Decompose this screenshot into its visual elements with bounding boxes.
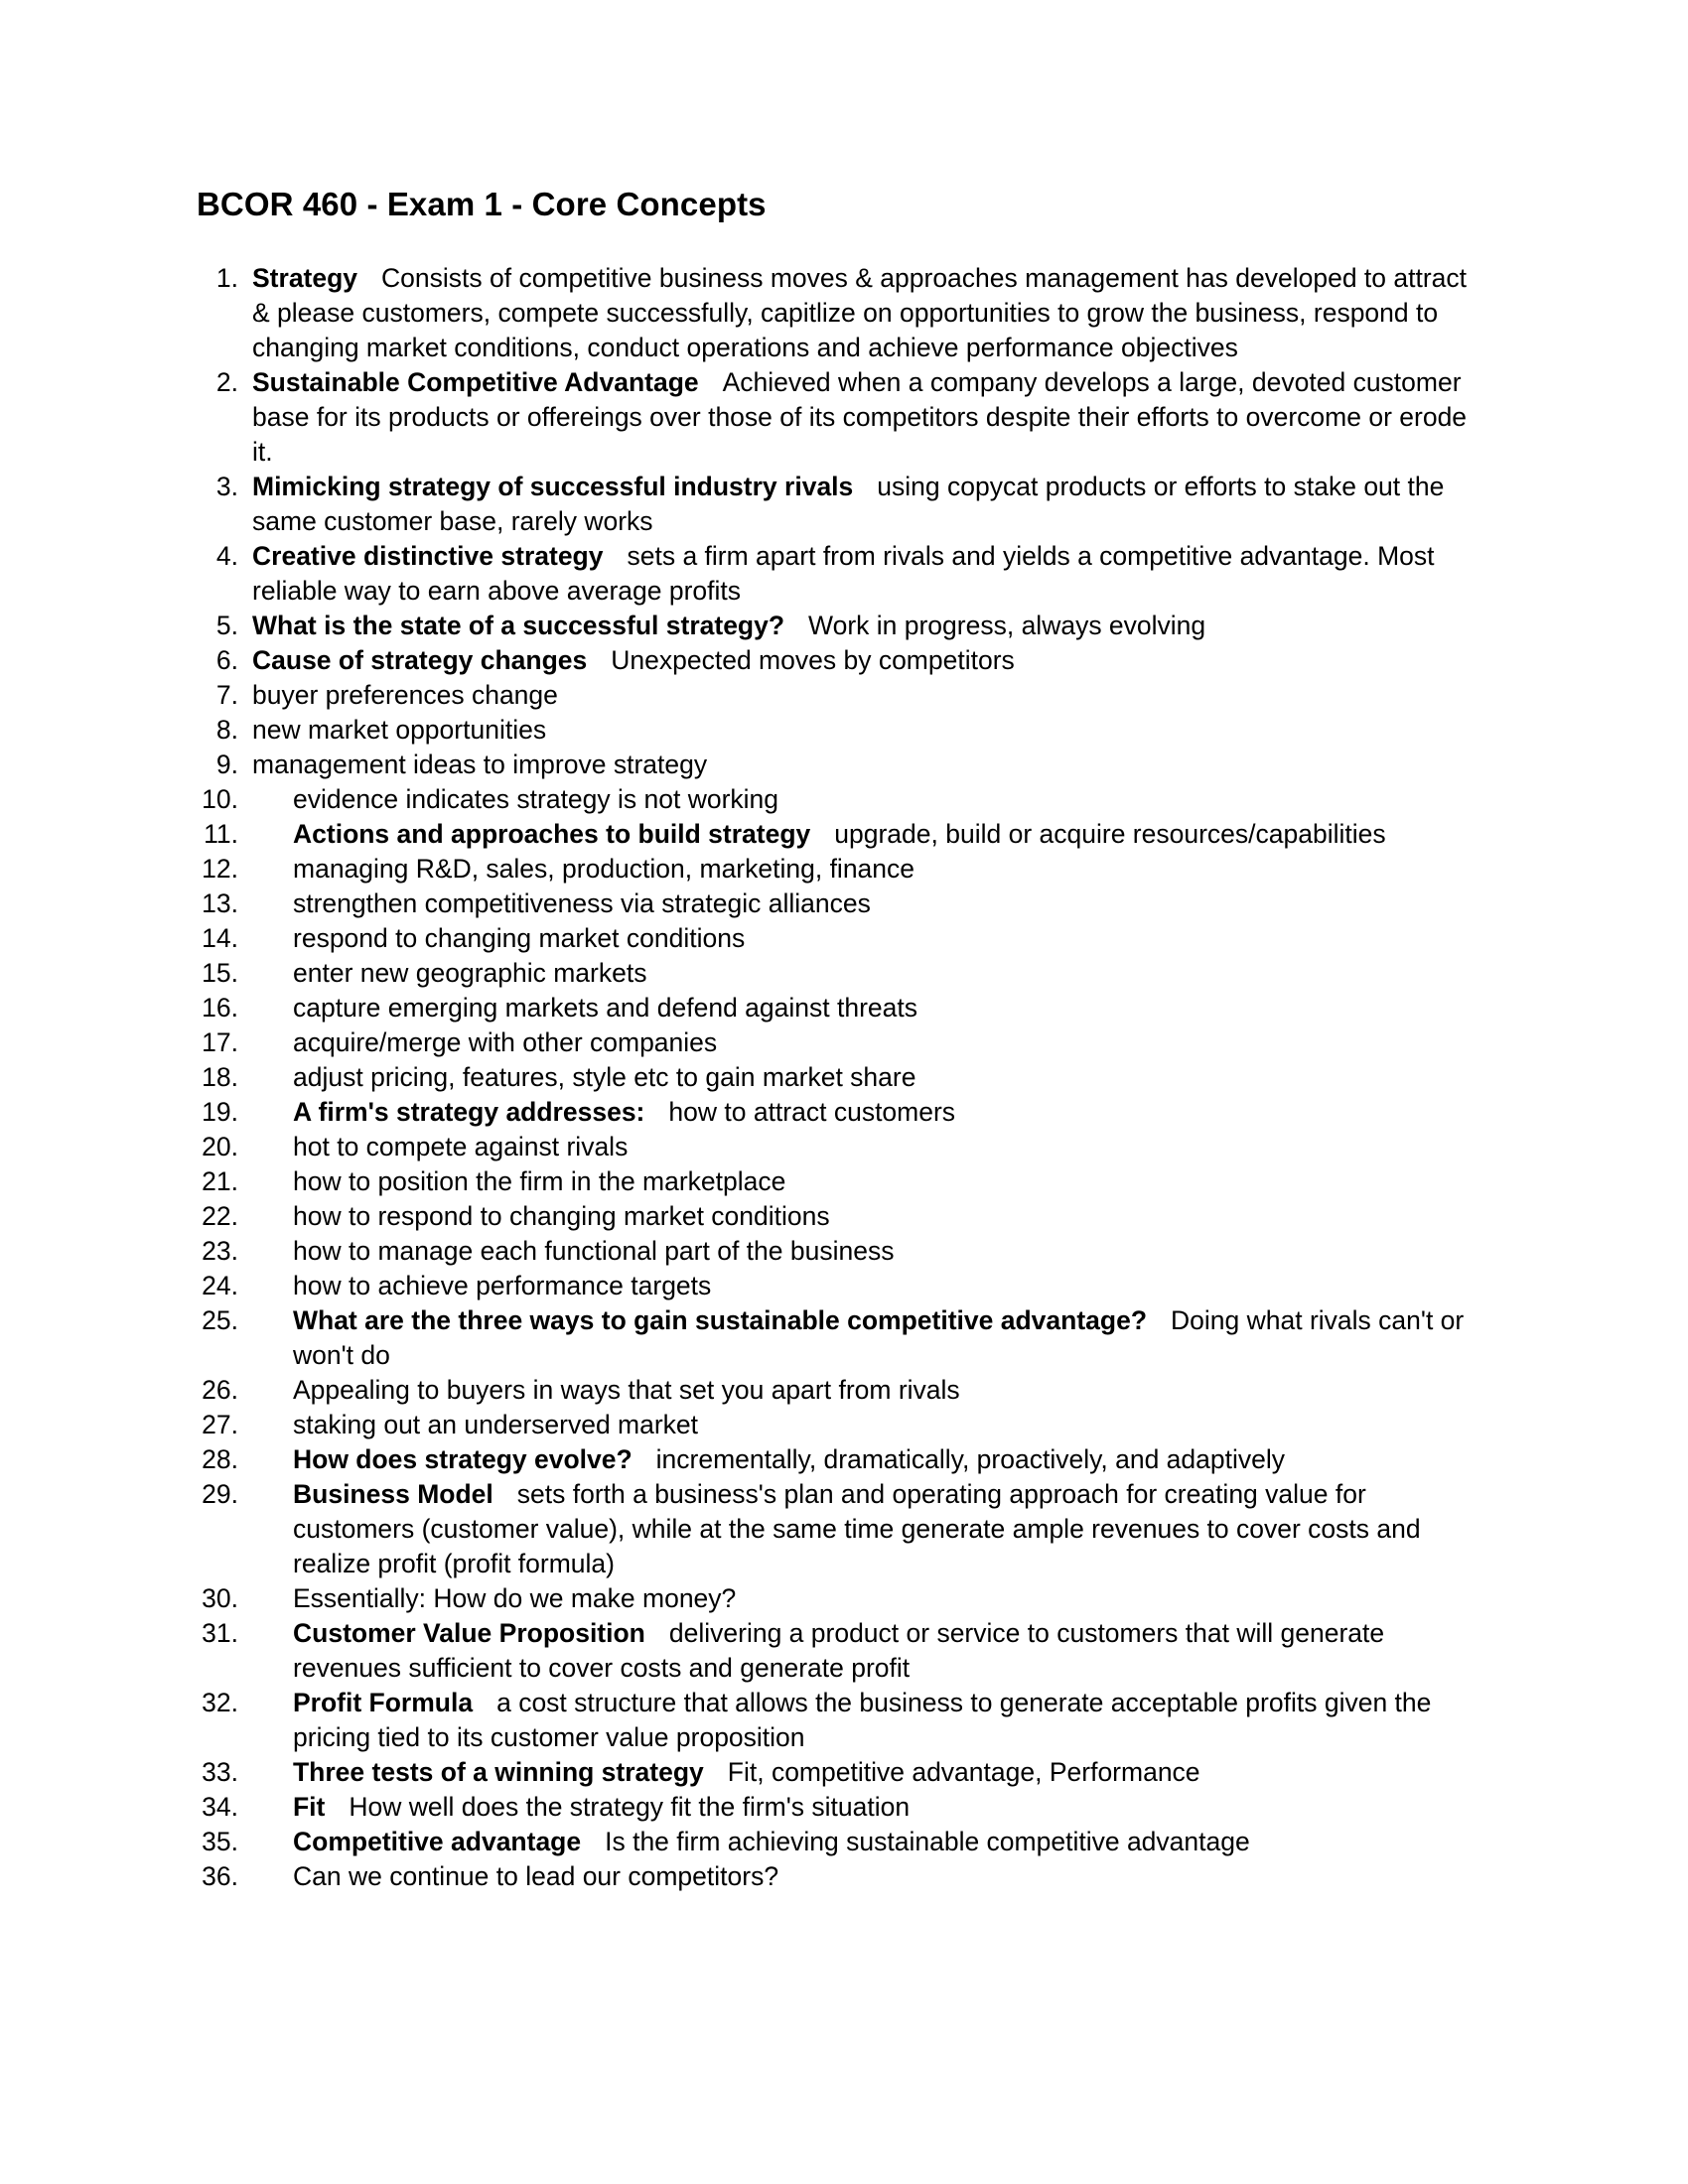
list-item xyxy=(195,643,1485,678)
list-item-number: 21. xyxy=(202,1166,238,1196)
list-item-number: 16. xyxy=(202,993,238,1023)
list-item-number: 8. xyxy=(215,715,238,745)
list-item xyxy=(195,1060,1485,1095)
list-item-number: 4. xyxy=(215,541,238,571)
concept-definition: enter new geographic markets xyxy=(293,958,647,988)
concept-definition: new market opportunities xyxy=(252,715,547,745)
concept-definition: Unexpected moves by competitors xyxy=(611,645,1015,675)
concept-term: Competitive advantage xyxy=(293,1827,582,1856)
concept-definition: Consists of competitive business moves & approaches management has developed to attract & please customers, compete successfully, capitlize on opportunities to grow the business, respond to changing market conditions, conduct operations and achieve performance objectives xyxy=(252,263,1468,362)
term-definition-gap xyxy=(810,817,834,852)
concept-term: Mimicking strategy of successful industry rivals xyxy=(252,472,854,501)
term-definition-gap xyxy=(784,609,808,643)
term-definition-gap xyxy=(587,643,611,678)
list-item xyxy=(195,1442,1485,1477)
list-item xyxy=(195,991,1485,1025)
term-definition-gap xyxy=(473,1686,496,1720)
list-item xyxy=(195,470,1485,539)
concept-term: Profit Formula xyxy=(293,1688,474,1717)
term-definition-gap xyxy=(644,1095,668,1130)
list-item xyxy=(195,1859,1485,1894)
list-item-number: 26. xyxy=(202,1375,238,1405)
concept-term: Three tests of a winning strategy xyxy=(293,1757,704,1787)
list-item xyxy=(195,1269,1485,1303)
list-item xyxy=(195,713,1485,748)
concept-term: Fit xyxy=(293,1792,326,1822)
list-item-number: 17. xyxy=(202,1027,238,1057)
list-item xyxy=(195,1686,1485,1755)
list-item-number: 24. xyxy=(202,1271,238,1300)
list-item xyxy=(195,1130,1485,1164)
list-item-number: 9. xyxy=(215,750,238,779)
concept-definition: adjust pricing, features, style etc to gain market share xyxy=(293,1062,916,1092)
list-item xyxy=(195,817,1485,852)
concept-definition: how to respond to changing market conditions xyxy=(293,1201,830,1231)
concept-term: Cause of strategy changes xyxy=(252,645,588,675)
concept-definition: delivering a product or service to customers that will generate revenues sufficient to cover costs and generate profit xyxy=(293,1618,1385,1683)
concept-definition: Work in progress, always evolving xyxy=(808,611,1206,640)
list-item-number: 12. xyxy=(202,854,238,884)
list-item-number: 20. xyxy=(202,1132,238,1161)
concept-term: A firm's strategy addresses: xyxy=(293,1097,645,1127)
list-item-number: 33. xyxy=(202,1757,238,1787)
concept-definition: how to attract customers xyxy=(668,1097,956,1127)
concept-definition: strengthen competitiveness via strategic alliances xyxy=(293,888,871,918)
concept-term: Business Model xyxy=(293,1479,493,1509)
list-item xyxy=(195,1164,1485,1199)
concept-definition: buyer preferences change xyxy=(252,680,558,710)
list-item-number: 27. xyxy=(202,1410,238,1439)
list-item-number: 13. xyxy=(202,888,238,918)
list-item xyxy=(195,1303,1485,1373)
list-item xyxy=(195,887,1485,921)
list-item-number: 31. xyxy=(202,1618,238,1648)
list-item-number: 19. xyxy=(202,1097,238,1127)
list-item xyxy=(195,1616,1485,1686)
list-item-number: 18. xyxy=(202,1062,238,1092)
list-item-number: 7. xyxy=(215,680,238,710)
list-item xyxy=(195,852,1485,887)
list-item-number: 10. xyxy=(202,784,238,814)
concept-definition: how to position the firm in the marketplace xyxy=(293,1166,786,1196)
list-item-number: 36. xyxy=(202,1861,238,1891)
concept-definition: how to manage each functional part of the business xyxy=(293,1236,895,1266)
concept-definition: using copycat products or efforts to stake out the same customer base, rarely works xyxy=(252,472,1445,536)
list-item xyxy=(195,748,1485,782)
concept-definition: respond to changing market conditions xyxy=(293,923,746,953)
concept-definition: upgrade, build or acquire resources/capabilities xyxy=(834,819,1386,849)
list-item xyxy=(195,1408,1485,1442)
concept-term: Creative distinctive strategy xyxy=(252,541,604,571)
term-definition-gap xyxy=(645,1616,669,1651)
list-item xyxy=(195,365,1485,470)
list-item-number: 15. xyxy=(202,958,238,988)
list-item xyxy=(195,1373,1485,1408)
list-item-number: 2. xyxy=(215,367,238,397)
concept-definition: Appealing to buyers in ways that set you apart from rivals xyxy=(293,1375,960,1405)
concept-term: How does strategy evolve? xyxy=(293,1444,633,1474)
list-item xyxy=(195,678,1485,713)
concept-term: Actions and approaches to build strategy xyxy=(293,819,811,849)
term-definition-gap xyxy=(357,261,381,296)
list-item xyxy=(195,1095,1485,1130)
list-item xyxy=(195,1025,1485,1060)
term-definition-gap xyxy=(699,365,723,400)
list-item-number: 5. xyxy=(215,611,238,640)
page-title: BCOR 460 - Exam 1 - Core Concepts xyxy=(197,186,767,222)
term-definition-gap xyxy=(493,1477,517,1512)
list-item xyxy=(195,1825,1485,1859)
concept-definition: how to achieve performance targets xyxy=(293,1271,712,1300)
list-item xyxy=(195,1755,1485,1790)
concept-definition: Fit, competitive advantage, Performance xyxy=(727,1757,1200,1787)
term-definition-gap xyxy=(633,1442,656,1477)
concept-definition: a cost structure that allows the business to generate acceptable profits given the pricing tied to its customer value proposition xyxy=(293,1688,1432,1752)
term-definition-gap xyxy=(603,539,627,574)
concept-definition: hot to compete against rivals xyxy=(293,1132,629,1161)
list-item-number: 11. xyxy=(204,819,238,849)
list-item-number: 29. xyxy=(202,1479,238,1509)
list-item-number: 30. xyxy=(202,1583,238,1613)
list-item-number: 14. xyxy=(202,923,238,953)
concept-definition: acquire/merge with other companies xyxy=(293,1027,718,1057)
concept-definition: Essentially: How do we make money? xyxy=(293,1583,737,1613)
list-item-number: 32. xyxy=(202,1688,238,1717)
list-item xyxy=(195,1581,1485,1616)
list-item xyxy=(195,261,1485,365)
concept-term: What are the three ways to gain sustainable competitive advantage? xyxy=(293,1305,1148,1335)
concept-term: Strategy xyxy=(252,263,358,293)
concept-term: What is the state of a successful strategy? xyxy=(252,611,785,640)
concept-definition: incrementally, dramatically, proactively, and adaptively xyxy=(655,1444,1286,1474)
list-item-number: 35. xyxy=(202,1827,238,1856)
concept-definition: staking out an underserved market xyxy=(293,1410,699,1439)
list-item xyxy=(195,609,1485,643)
term-definition-gap xyxy=(581,1825,605,1859)
list-item xyxy=(195,1790,1485,1825)
concept-definition: sets forth a business's plan and operating approach for creating value for customers (customer value), while at the same time generate ample revenues to cover costs and realize profit (profit formula) xyxy=(293,1479,1421,1578)
concept-definition: Is the firm achieving sustainable competitive advantage xyxy=(605,1827,1250,1856)
list-item-number: 25. xyxy=(202,1305,238,1335)
concept-definition: capture emerging markets and defend against threats xyxy=(293,993,918,1023)
list-item-number: 1. xyxy=(215,263,238,293)
list-item xyxy=(195,1477,1485,1581)
concept-definition: sets a firm apart from rivals and yields a competitive advantage. Most reliable way to earn above average profits xyxy=(252,541,1435,606)
list-item-number: 34. xyxy=(202,1792,238,1822)
list-item-number: 23. xyxy=(202,1236,238,1266)
term-definition-gap xyxy=(704,1755,728,1790)
list-item xyxy=(195,1199,1485,1234)
concept-definition: Can we continue to lead our competitors? xyxy=(293,1861,779,1891)
concept-term: Customer Value Proposition xyxy=(293,1618,645,1648)
list-item-number: 22. xyxy=(202,1201,238,1231)
list-item xyxy=(195,921,1485,956)
concept-list xyxy=(195,261,1485,1894)
term-definition-gap xyxy=(325,1790,349,1825)
concept-definition: How well does the strategy fit the firm's situation xyxy=(349,1792,911,1822)
list-item xyxy=(195,956,1485,991)
concept-definition: managing R&D, sales, production, marketing, finance xyxy=(293,854,915,884)
concept-definition: evidence indicates strategy is not working xyxy=(293,784,779,814)
concept-definition: management ideas to improve strategy xyxy=(252,750,708,779)
concept-definition: Achieved when a company develops a large, devoted customer base for its products or offereings over those of its competitors despite their efforts to overcome or erode it. xyxy=(252,367,1468,467)
concept-term: Sustainable Competitive Advantage xyxy=(252,367,699,397)
list-item xyxy=(195,1234,1485,1269)
list-item-number: 28. xyxy=(202,1444,238,1474)
term-definition-gap xyxy=(853,470,877,504)
term-definition-gap xyxy=(1147,1303,1171,1338)
document-body xyxy=(195,185,1485,1894)
concept-definition: Doing what rivals can't or won't do xyxy=(293,1305,1465,1370)
list-item xyxy=(195,782,1485,817)
list-item-number: 6. xyxy=(215,645,238,675)
list-item xyxy=(195,539,1485,609)
list-item-number: 3. xyxy=(215,472,238,501)
